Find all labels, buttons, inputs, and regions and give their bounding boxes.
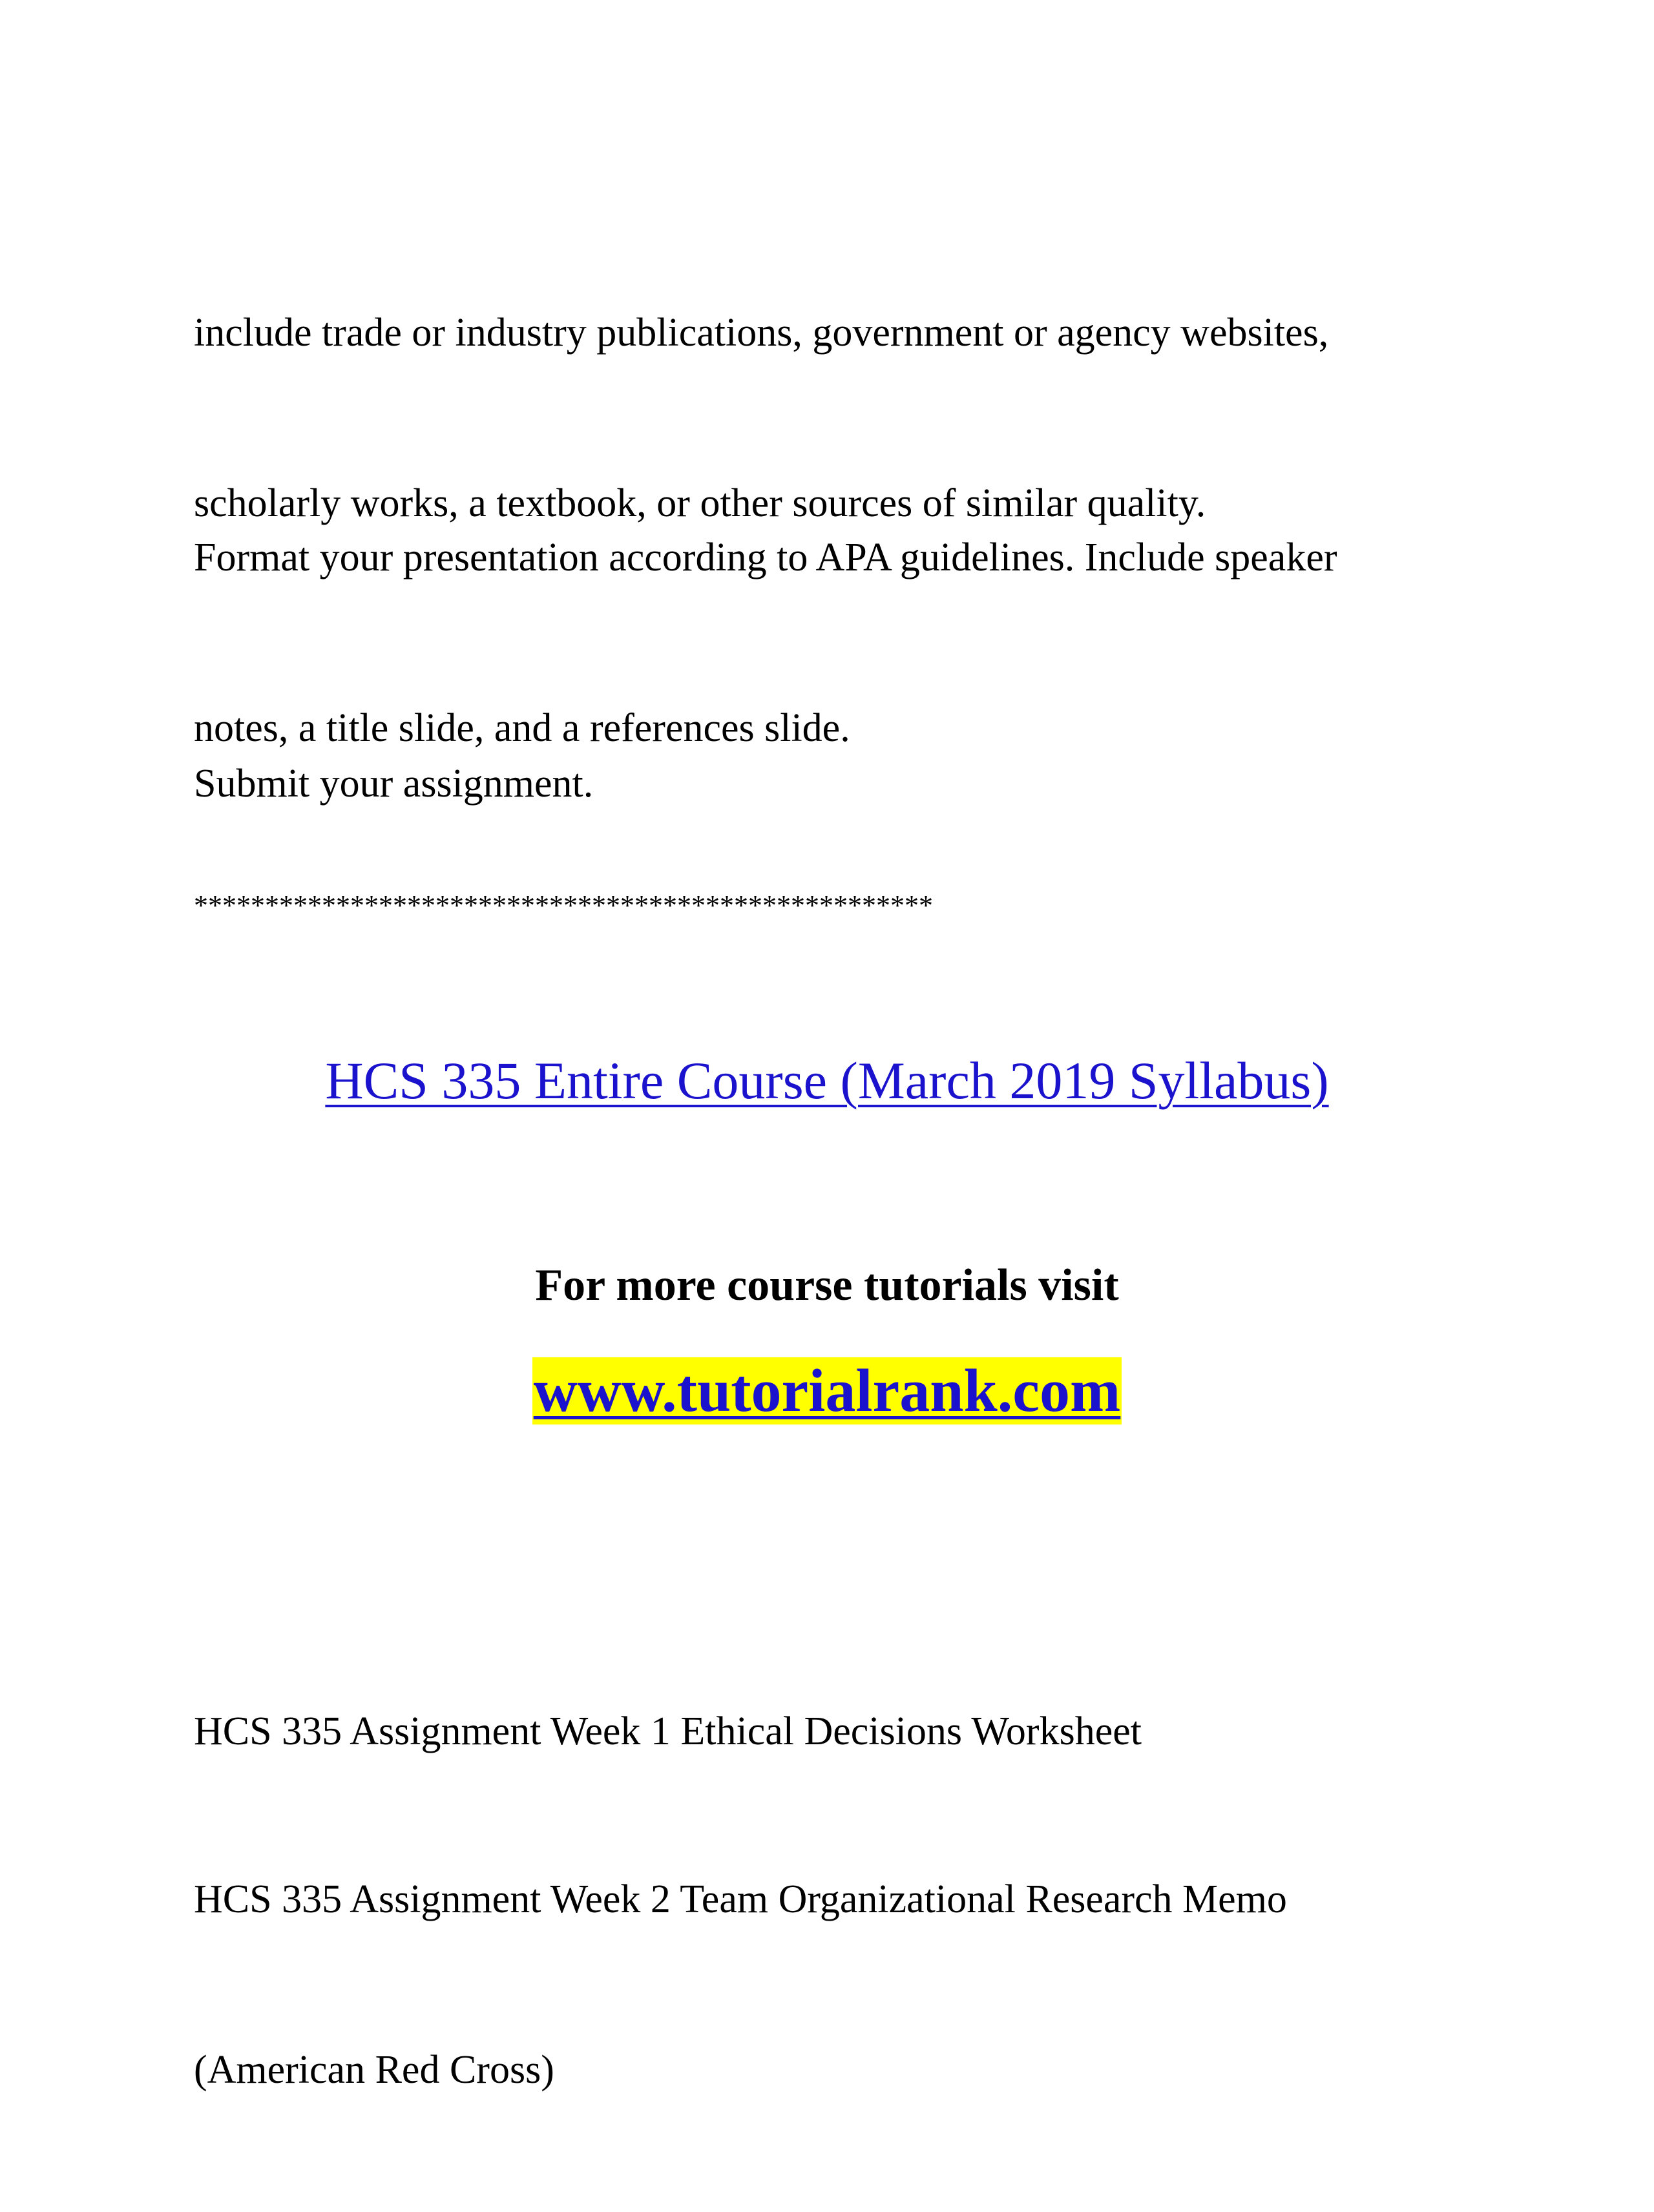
paragraph-submit-text: Submit your assignment.	[194, 762, 594, 806]
paragraph-submit	[194, 642, 1486, 926]
paragraph-format-line-1: Format your presentation according to APA guidelines. Include speaker	[194, 536, 1337, 579]
assignment-item-week-2-line-2: (American Red Cross)	[194, 2048, 554, 2092]
assignment-item-week-1-text: HCS 335 Assignment Week 1 Ethical Decisions Worksheet	[194, 1709, 1142, 1753]
site-link-container	[0, 1353, 1654, 1428]
paragraph-sources-line-2: scholarly works, a textbook, or other sources of similar quality.	[194, 481, 1206, 525]
paragraph-format-line-2: notes, a title slide, and a references slide.	[194, 706, 850, 750]
visit-text: For more course tutorials visit	[535, 1260, 1119, 1310]
assignment-item-week-2	[194, 1757, 1486, 2212]
course-link-container	[0, 1045, 1654, 1116]
course-link[interactable]: HCS 335 Entire Course (March 2019 Syllabus)	[325, 1051, 1329, 1110]
assignment-item-week-2-line-1: HCS 335 Assignment Week 2 Team Organizational Research Memo	[194, 1877, 1287, 1921]
paragraph-sources-line-1: include trade or industry publications, government or agency websites,	[194, 311, 1329, 355]
site-link[interactable]: www.tutorialrank.com	[533, 1357, 1121, 1424]
separator-stars: ****************************************************	[194, 890, 933, 921]
